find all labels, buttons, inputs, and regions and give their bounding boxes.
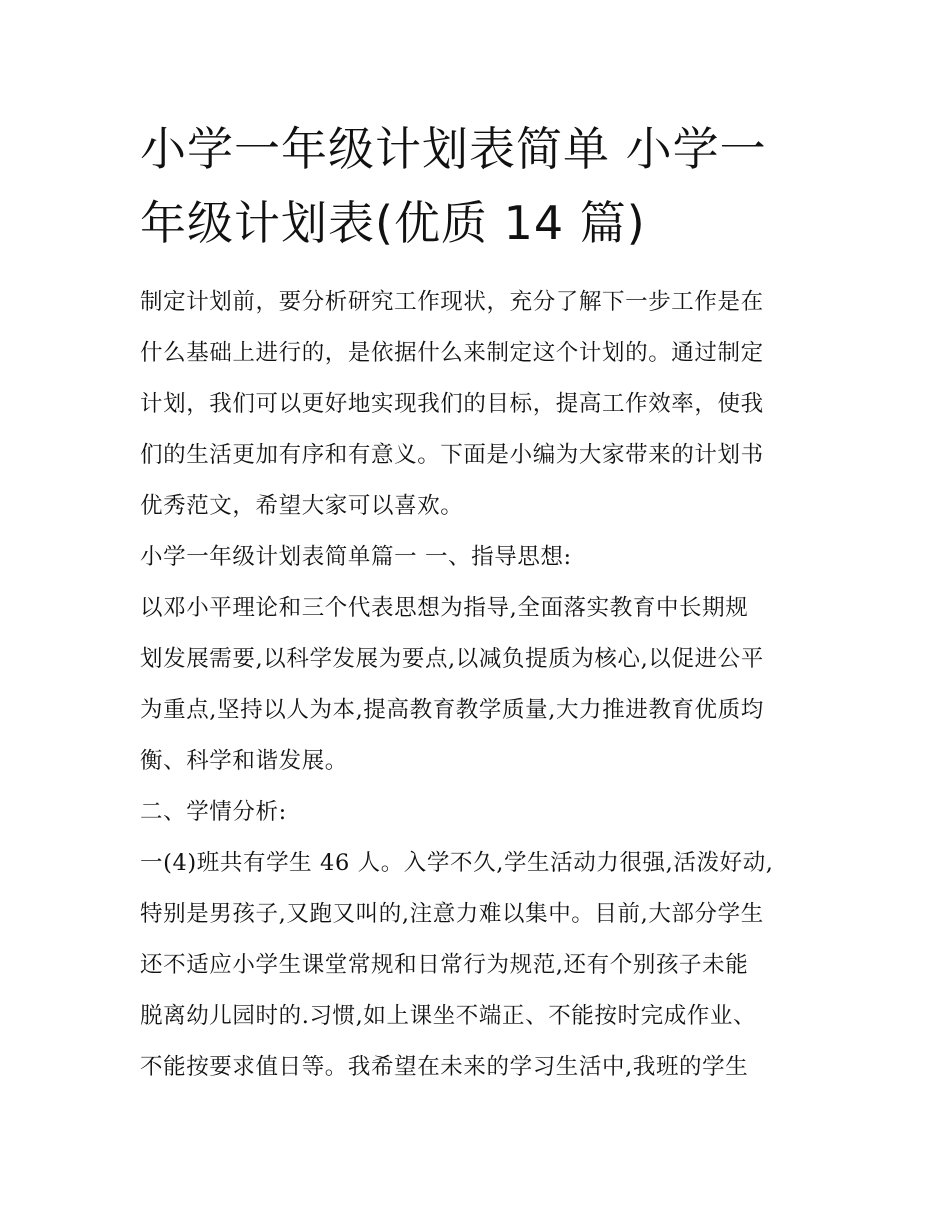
- intro-line-4: 们的生活更加有序和有意义。下面是小编为大家带来的计划书: [140, 442, 764, 468]
- guiding-thought-line-4: 衡、科学和谐发展。: [140, 748, 348, 774]
- intro-line-3: 计划，我们可以更好地实现我们的目标，提高工作效率，使我: [140, 391, 764, 417]
- title-line: 小学一年级计划表简单 小学一: [140, 122, 767, 176]
- intro-line-5: 优秀范文，希望大家可以喜欢。: [140, 493, 464, 519]
- student-analysis-line-1: 一(4)班共有学生 46 人。入学不久,学生活动力很强,活泼好动,: [140, 850, 774, 876]
- document-title: [140, 112, 820, 260]
- student-analysis-line-4: 脱离幼儿园时的.习惯,如上课坐不端正、不能按时完成作业、: [140, 1003, 757, 1029]
- guiding-thought-line-1: 以邓小平理论和三个代表思想为指导,全面落实教育中长期规: [140, 595, 749, 621]
- intro-line-1: 制定计划前，要分析研究工作现状，充分了解下一步工作是在: [140, 289, 764, 315]
- section-heading-guiding-thought: 小学一年级计划表简单篇一 一、指导思想:: [140, 544, 572, 570]
- student-analysis-line-2: 特别是男孩子,又跑又叫的,注意力难以集中。目前,大部分学生: [140, 901, 764, 927]
- student-analysis-line-5: 不能按要求值日等。我希望在未来的学习生活中,我班的学生: [140, 1054, 749, 1080]
- section-heading-student-analysis: 二、学情分析:: [140, 799, 287, 825]
- guiding-thought-line-3: 为重点,坚持以人为本,提高教育教学质量,大力推进教育优质均: [140, 697, 764, 723]
- guiding-thought-line-2: 划发展需要,以科学发展为要点,以减负提质为核心,以促进公平: [140, 646, 764, 672]
- title-line: 年级计划表(优质 14 篇): [140, 196, 646, 250]
- document-body: [140, 277, 820, 1093]
- intro-line-2: 什么基础上进行的，是依据什么来制定这个计划的。通过制定: [140, 340, 764, 366]
- student-analysis-line-3: 还不适应小学生课堂常规和日常行为规范,还有个别孩子未能: [140, 952, 749, 978]
